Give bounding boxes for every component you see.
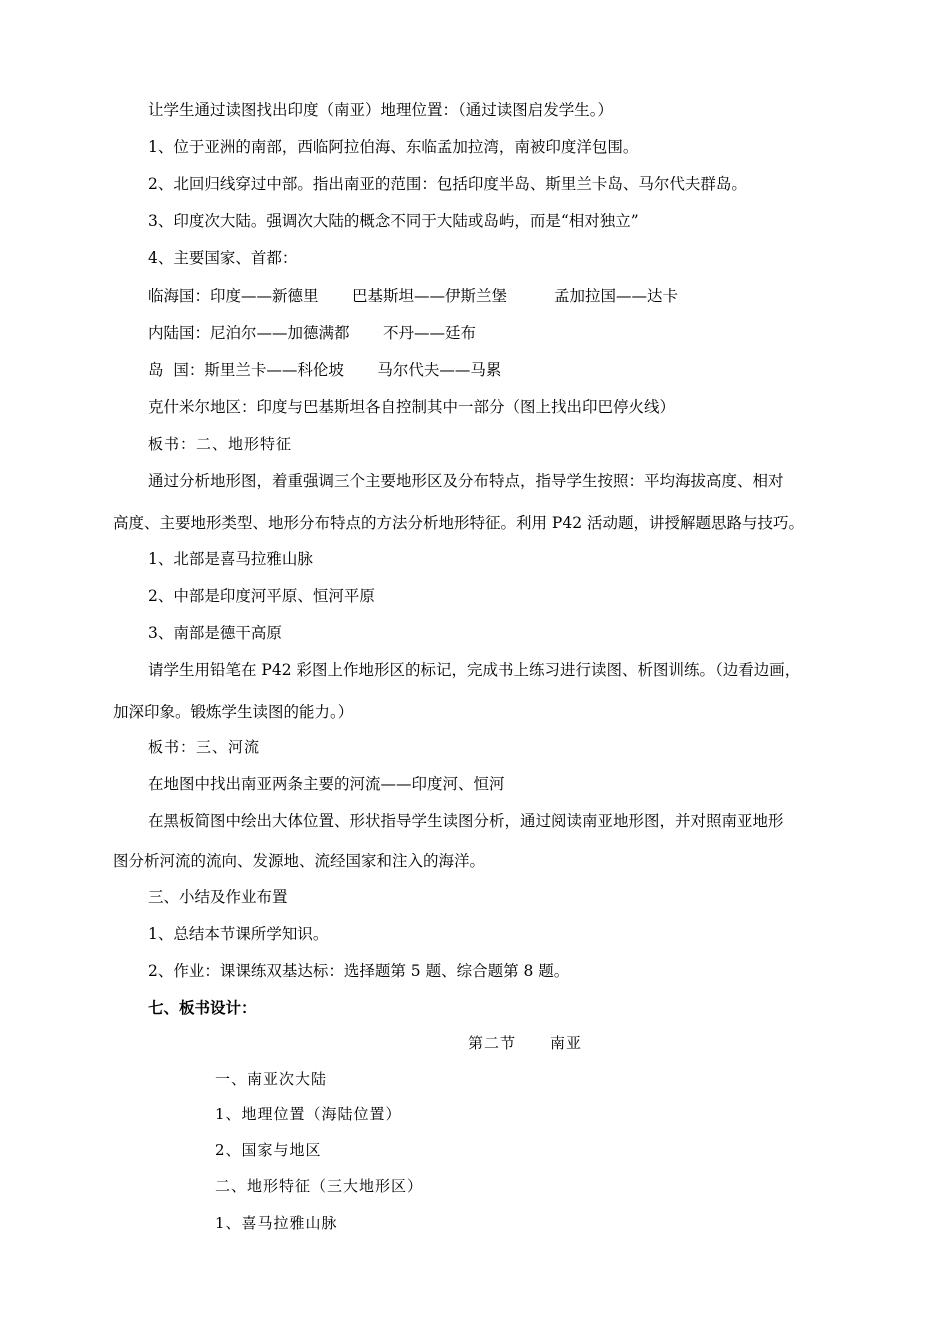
- terrain-item-north: 1、北部是喜马拉雅山脉: [148, 550, 313, 568]
- paragraph-rivers: 在地图中找出南亚两条主要的河流——印度河、恒河: [148, 775, 505, 793]
- board-design-item: 1、喜马拉雅山脉: [215, 1214, 338, 1232]
- inland-countries-line: [148, 323, 476, 343]
- board-design-item: 一、南亚次大陆: [215, 1070, 328, 1088]
- paragraph-tropic: 2、北回归线穿过中部。指出南亚的范围：包括印度半岛、斯里兰卡岛、马尔代夫群岛。: [148, 175, 747, 193]
- inland-label: 内陆国：: [148, 324, 211, 342]
- inland-item: 不丹——廷布: [383, 324, 477, 342]
- paragraph-kashmir: 克什米尔地区：印度与巴基斯坦各自控制其中一部分（图上找出印巴停火线）: [148, 398, 676, 416]
- paragraph-intro: 让学生通过读图找出印度（南亚）地理位置：（通过读图启发学生。）: [148, 101, 614, 119]
- board-design-item: 二、地形特征（三大地形区）: [215, 1177, 424, 1195]
- homework-item: 2、作业：课课练双基达标：选择题第 5 题、综合题第 8 题。: [148, 962, 570, 980]
- board-design-section: 第二节: [468, 1034, 517, 1052]
- island-label: 岛 国：: [148, 361, 205, 379]
- island-item: 马尔代夫——马累: [377, 361, 502, 379]
- board-design-item: 1、地理位置（海陆位置）: [215, 1105, 402, 1123]
- paragraph-terrain-line1: 通过分析地形图，着重强调三个主要地形区及分布特点，指导学生按照：平均海拔高度、相对: [148, 472, 784, 490]
- board-heading-rivers: 板书：三、河流: [148, 738, 261, 756]
- coastal-label: 临海国：: [148, 287, 211, 305]
- terrain-item-south: 3、南部是德干高原: [148, 624, 282, 642]
- paragraph-terrain-line2: 高度、主要地形类型、地形分布特点的方法分析地形特征。利用 P42 活动题，讲授解题思路与技巧。: [113, 514, 805, 532]
- coastal-countries-line: [148, 286, 678, 306]
- inland-item: 尼泊尔——加德满都: [210, 324, 350, 342]
- board-design-item: 2、国家与地区: [215, 1141, 322, 1159]
- board-design-title: [468, 1033, 582, 1053]
- island-item: 斯里兰卡——科伦坡: [204, 361, 344, 379]
- paragraph-subcontinent: 3、印度次大陆。强调次大陆的概念不同于大陆或岛屿，而是“相对独立”: [148, 212, 639, 230]
- summary-item: 1、总结本节课所学知识。: [148, 925, 329, 943]
- coastal-item: 印度——新德里: [210, 287, 319, 305]
- board-design-topic: 南亚: [550, 1034, 583, 1052]
- paragraph-exercise-line1: 请学生用铅笔在 P42 彩图上作地形区的标记，完成书上练习进行读图、析图训练。（边看边画，: [148, 661, 801, 679]
- paragraph-location: 1、位于亚洲的南部，西临阿拉伯海、东临孟加拉湾，南被印度洋包围。: [148, 138, 639, 156]
- coastal-item: 孟加拉国——达卡: [554, 287, 679, 305]
- terrain-item-central: 2、中部是印度河平原、恒河平原: [148, 587, 375, 605]
- board-design-heading: 七、板书设计：: [148, 998, 257, 1017]
- board-heading-terrain: 板书：二、地形特征: [148, 435, 293, 453]
- paragraph-countries: 4、主要国家、首都：: [148, 249, 298, 267]
- paragraph-river-analysis-line2: 图分析河流的流向、发源地、流经国家和注入的海洋。: [113, 852, 486, 870]
- island-countries-line: [148, 360, 501, 380]
- coastal-item: 巴基斯坦——伊斯兰堡: [352, 287, 508, 305]
- summary-heading: 三、小结及作业布置: [148, 888, 288, 906]
- paragraph-exercise-line2: 加深印象。锻炼学生读图的能力。）: [113, 703, 354, 721]
- paragraph-river-analysis-line1: 在黑板简图中绘出大体位置、形状指导学生读图分析，通过阅读南亚地形图，并对照南亚地形: [148, 812, 784, 830]
